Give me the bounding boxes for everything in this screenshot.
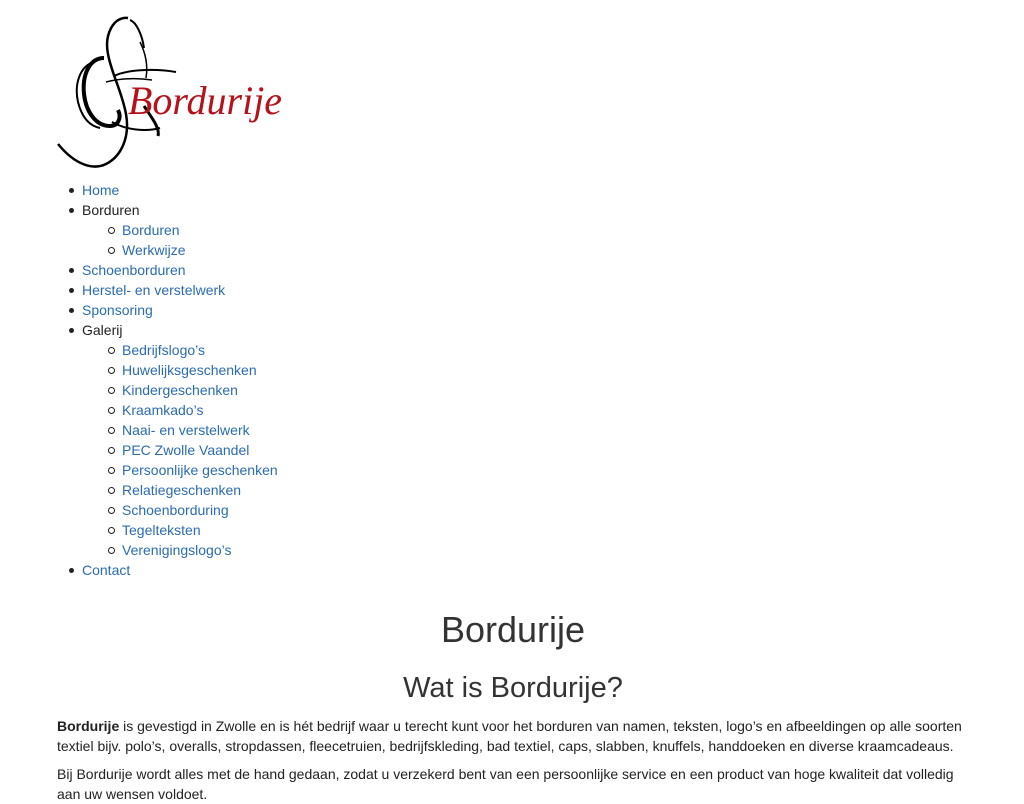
nav-item-sponsoring	[0, 300, 1024, 320]
nav-link-verenigingslogos[interactable]: Verenigingslogo’s	[122, 542, 232, 558]
nav-item-galerij	[0, 320, 1024, 560]
submenu-galerij	[82, 340, 1024, 560]
main-content	[57, 606, 969, 802]
subnav-item	[82, 540, 1024, 560]
nav-item-schoenborduren	[0, 260, 1024, 280]
nav-link-sponsoring[interactable]: Sponsoring	[82, 302, 153, 318]
subnav-item	[82, 400, 1024, 420]
logo-graphic	[56, 14, 296, 172]
nav-item-herstel	[0, 280, 1024, 300]
submenu-borduren	[82, 220, 1024, 260]
nav-link-kraamkados[interactable]: Kraamkado’s	[122, 402, 204, 418]
nav-link-relatiegeschenken[interactable]: Relatiegeschenken	[122, 482, 242, 498]
nav-label-borduren[interactable]: Borduren	[82, 202, 140, 218]
subnav-item	[82, 460, 1024, 480]
nav-link-contact[interactable]: Contact	[82, 562, 131, 578]
nav-item-home	[0, 180, 1024, 200]
page-title: Bordurije	[440, 609, 586, 650]
intro-bold-brand: Bordurije	[57, 718, 120, 734]
subnav-item	[82, 440, 1024, 460]
logo-text: Bordurije	[128, 78, 283, 123]
section-title: Wat is Bordurije?	[403, 672, 623, 704]
subnav-item	[82, 480, 1024, 500]
nav-link-schoenborduring[interactable]: Schoenborduring	[122, 502, 229, 518]
next-paragraph: Bij Bordurije wordt alles met de hand gedaan, zodat u verzekerd bent van een persoonlijke service en een product van hoge kwaliteit dat volledig aan uw wensen voldoet.	[57, 766, 954, 802]
nav-link-huwelijksgeschenken[interactable]: Huwelijksgeschenken	[122, 362, 257, 378]
main-menu	[0, 180, 1024, 580]
nav-link-home[interactable]: Home	[82, 182, 120, 198]
nav-link-naai-verstelwerk[interactable]: Naai- en verstelwerk	[122, 422, 250, 438]
main-navigation	[0, 180, 1024, 580]
intro-text: is gevestigd in Zwolle en is hét bedrijf waar u terecht kunt voor het borduren van namen, teksten, logo’s en afbeeldingen op alle soorten textiel bijv. polo’s, overalls, stropdassen, fleecetruien, bedrijfskleding, bad textiel, caps, slabben, knuffels, handdoeken en diverse kraamcadeaus.	[57, 718, 962, 754]
nav-label-galerij[interactable]: Galerij	[82, 322, 123, 338]
subnav-item	[82, 220, 1024, 240]
subnav-item	[82, 500, 1024, 520]
subnav-item	[82, 520, 1024, 540]
nav-link-bedrijfslogos[interactable]: Bedrijfslogo’s	[122, 342, 206, 358]
subnav-item	[82, 380, 1024, 400]
site-logo[interactable]	[56, 14, 296, 172]
intro-paragraph	[57, 716, 969, 756]
nav-link-werkwijze[interactable]: Werkwijze	[122, 242, 186, 258]
subnav-item	[82, 360, 1024, 380]
nav-link-persoonlijke-geschenken[interactable]: Persoonlijke geschenken	[122, 462, 278, 478]
nav-item-contact	[0, 560, 1024, 580]
nav-link-schoenborduren[interactable]: Schoenborduren	[82, 262, 186, 278]
nav-link-herstel[interactable]: Herstel- en verstelwerk	[82, 282, 226, 298]
subnav-item	[82, 340, 1024, 360]
nav-link-pec-zwolle-vaandel[interactable]: PEC Zwolle Vaandel	[122, 442, 250, 458]
nav-item-borduren	[0, 200, 1024, 260]
nav-link-borduren[interactable]: Borduren	[122, 222, 180, 238]
nav-link-kindergeschenken[interactable]: Kindergeschenken	[122, 382, 238, 398]
nav-link-tegelteksten[interactable]: Tegelteksten	[122, 522, 201, 538]
subnav-item	[82, 420, 1024, 440]
subnav-item	[82, 240, 1024, 260]
